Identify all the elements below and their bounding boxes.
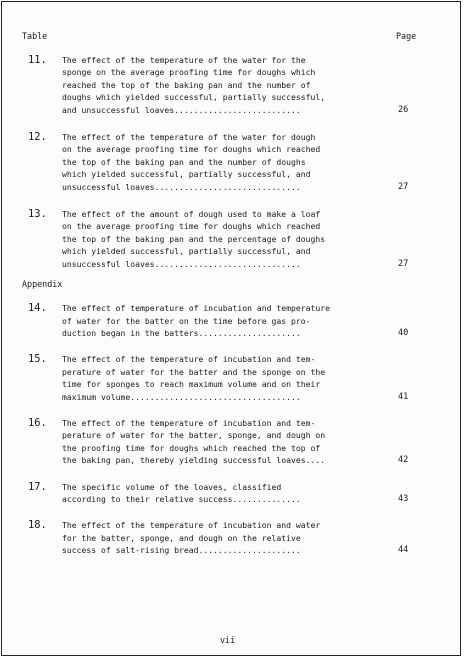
- entry-line: the top of the baking pan and the number of doughs: [62, 156, 306, 167]
- entry-page-number: 26: [398, 104, 409, 115]
- entry-title: [62, 481, 402, 506]
- table-of-contents: [22, 54, 442, 557]
- entry-number: 15.: [28, 353, 47, 366]
- toc-entry: [22, 353, 442, 403]
- entry-leader-line: unsuccessful loaves..............................: [62, 258, 301, 269]
- entry-line: reached the top of the baking pan and the number of: [62, 79, 311, 90]
- entry-line: perature of water for the batter, sponge, and dough on: [62, 430, 326, 441]
- entry-line: of water for the batter on the time before gas pro-: [62, 315, 311, 326]
- entry-line: The effect of the temperature of incubation and water: [62, 520, 321, 531]
- toc-entry: [22, 54, 442, 116]
- entry-title: [62, 302, 402, 339]
- toc-entry: [22, 519, 442, 556]
- entry-line: The effect of the temperature of incubation and tem-: [62, 354, 316, 365]
- entry-line: for the batter, sponge, and dough on the relative: [62, 532, 301, 543]
- entry-line: The effect of temperature of incubation and temperature: [62, 303, 331, 314]
- entry-line: perature of water for the batter and the sponge on the: [62, 366, 326, 377]
- appendix-heading: Appendix: [22, 279, 63, 290]
- entry-page-number: 41: [398, 391, 409, 402]
- entry-line: The effect of the temperature of the water for dough: [62, 132, 316, 143]
- page-column-heading: Page: [396, 31, 417, 41]
- entry-number: 11.: [28, 54, 47, 66]
- entry-leader-line: success of salt-rising bread.....................: [62, 545, 301, 556]
- entry-line: The effect of the amount of dough used to make a loaf: [62, 209, 321, 220]
- entry-title: [62, 417, 402, 467]
- entry-line: The effect of the temperature of incubation and tem-: [62, 417, 316, 428]
- table-list: [22, 54, 442, 270]
- entry-number: 16.: [28, 416, 47, 429]
- document-page: [1, 1, 461, 656]
- toc-entry: [22, 302, 442, 339]
- entry-page-number: 42: [398, 455, 409, 466]
- entry-number: 13.: [28, 208, 47, 221]
- table-column-heading: Table: [22, 31, 48, 41]
- entry-line: on the average proofing time for doughs which reached: [62, 144, 321, 155]
- entry-leader-line: and unsuccessful loaves..........................: [62, 104, 301, 115]
- entry-number: 12.: [28, 131, 47, 144]
- toc-entry: [22, 481, 442, 506]
- toc-entry: [22, 417, 442, 467]
- entry-leader-line: duction began in the batters.....................: [62, 327, 301, 338]
- entry-leader-line: the baking pan, thereby yielding successful loaves....: [62, 455, 326, 466]
- entry-leader-line: maximum volume...................................: [62, 391, 301, 402]
- entry-title: [62, 208, 402, 270]
- entry-page-number: 27: [398, 258, 409, 269]
- entry-leader-line: unsuccessful loaves..............................: [62, 181, 301, 192]
- entry-line: time for sponges to reach maximum volume and on their: [62, 379, 321, 390]
- entry-line: The effect of the temperature of the water for the: [62, 55, 306, 65]
- entry-title: [62, 519, 402, 556]
- entry-line: The specific volume of the loaves, classified: [62, 481, 282, 492]
- entry-line: doughs which yielded successful, partially successful,: [62, 92, 326, 103]
- entry-title: [62, 353, 402, 403]
- entry-page-number: 27: [398, 181, 409, 192]
- toc-entry: [22, 131, 442, 193]
- entry-number: 14.: [28, 302, 47, 315]
- entry-line: sponge on the average proofing time for doughs which: [62, 67, 316, 78]
- entry-title: [62, 131, 402, 193]
- entry-line: which yielded successful, partially successful, and: [62, 169, 311, 180]
- entry-leader-line: according to their relative success..............: [62, 493, 301, 504]
- entry-title: [62, 54, 402, 116]
- entry-line: which yielded successful, partially successful, and: [62, 246, 311, 257]
- entry-number: 17.: [28, 480, 47, 493]
- entry-page-number: 44: [398, 545, 409, 556]
- toc-entry: [22, 208, 442, 270]
- entry-line: the proofing time for doughs which reached the top of: [62, 442, 321, 453]
- page-number-footer: vii: [220, 635, 236, 645]
- entry-line: on the average proofing time for doughs which reached: [62, 221, 321, 232]
- entry-page-number: 40: [398, 327, 409, 338]
- entry-page-number: 43: [398, 493, 409, 504]
- entry-number: 18.: [28, 519, 47, 532]
- appendix-list: [22, 302, 442, 557]
- entry-line: the top of the baking pan and the percentage of doughs: [62, 233, 326, 244]
